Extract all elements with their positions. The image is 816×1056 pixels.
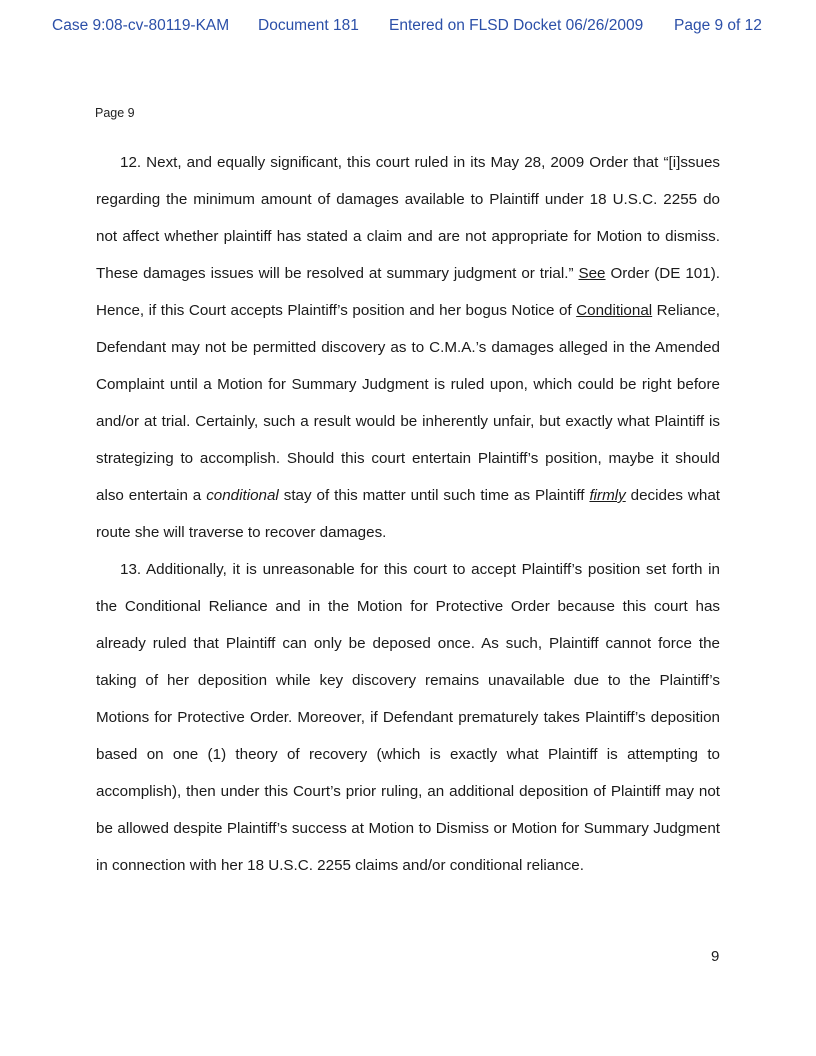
page-number: 9 bbox=[711, 948, 720, 965]
document-number: Document 181 bbox=[258, 17, 359, 34]
document-body bbox=[96, 144, 720, 884]
conditional-italic: conditional bbox=[206, 487, 279, 504]
see-citation: See bbox=[578, 265, 606, 282]
paragraph-12 bbox=[96, 144, 720, 551]
conditional-underlined: Conditional bbox=[576, 302, 653, 319]
paragraph-13 bbox=[96, 551, 720, 884]
docket-entry-date: Entered on FLSD Docket 06/26/2009 bbox=[389, 17, 644, 34]
page-label: Page 9 bbox=[95, 106, 135, 120]
p12-text-b: Order (DE 101). Hence, if this Court accepts Plaintiff’s position and her bogus Notice of bbox=[96, 265, 720, 319]
p13-text: 13. Additionally, it is unreasonable for this court to accept Plaintiff’s position set forth in the Conditional Reliance and in the Motion for Protective Order because this court has already ruled that Plaintiff can only be deposed once. As such, Plaintiff cannot force the taking of her deposition while key discovery remains unavailable due to the Plaintiff’s Motions for Protective Order. Moreover, if Defendant prematurely takes Plaintiff’s deposition based on one (1) theory of recovery (which is exactly what Plaintiff is attempting to accomplish), then under this Court’s prior ruling, an additional deposition of Plaintiff may not be allowed despite Plaintiff’s success at Motion to Dismiss or Motion for Summary Judgment in connection with her 18 U.S.C. 2255 claims and/or conditional reliance. bbox=[96, 561, 720, 874]
p12-text-e: decides what route she will traverse to recover damages. bbox=[96, 487, 720, 541]
header-page-count: Page 9 of 12 bbox=[674, 17, 762, 34]
docket-header bbox=[0, 17, 816, 39]
p12-text-c: Reliance, Defendant may not be permitted discovery as to C.M.A.’s damages alleged in the Amended Complaint until a Motion for Summary Judgment is ruled upon, which could be right before and/or at trial. Certainly, such a result would be inherently unfair, but exactly what Plaintiff is strategizing to accomplish. Should this court entertain Plaintiff’s position, maybe it should also entertain a bbox=[96, 302, 720, 504]
firmly-emphasis: firmly bbox=[589, 487, 626, 504]
p12-text-d: stay of this matter until such time as Plaintiff bbox=[278, 487, 590, 504]
case-number: Case 9:08-cv-80119-KAM bbox=[52, 17, 230, 34]
p12-text-a: 12. Next, and equally significant, this court ruled in its May 28, 2009 Order that “[i]ssues regarding the minimum amount of damages available to Plaintiff under 18 U.S.C. 2255 do not affect whether plaintiff has stated a claim and are not appropriate for Motion to dismiss. These damages issues will be resolved at summary judgment or trial.” bbox=[96, 154, 720, 282]
